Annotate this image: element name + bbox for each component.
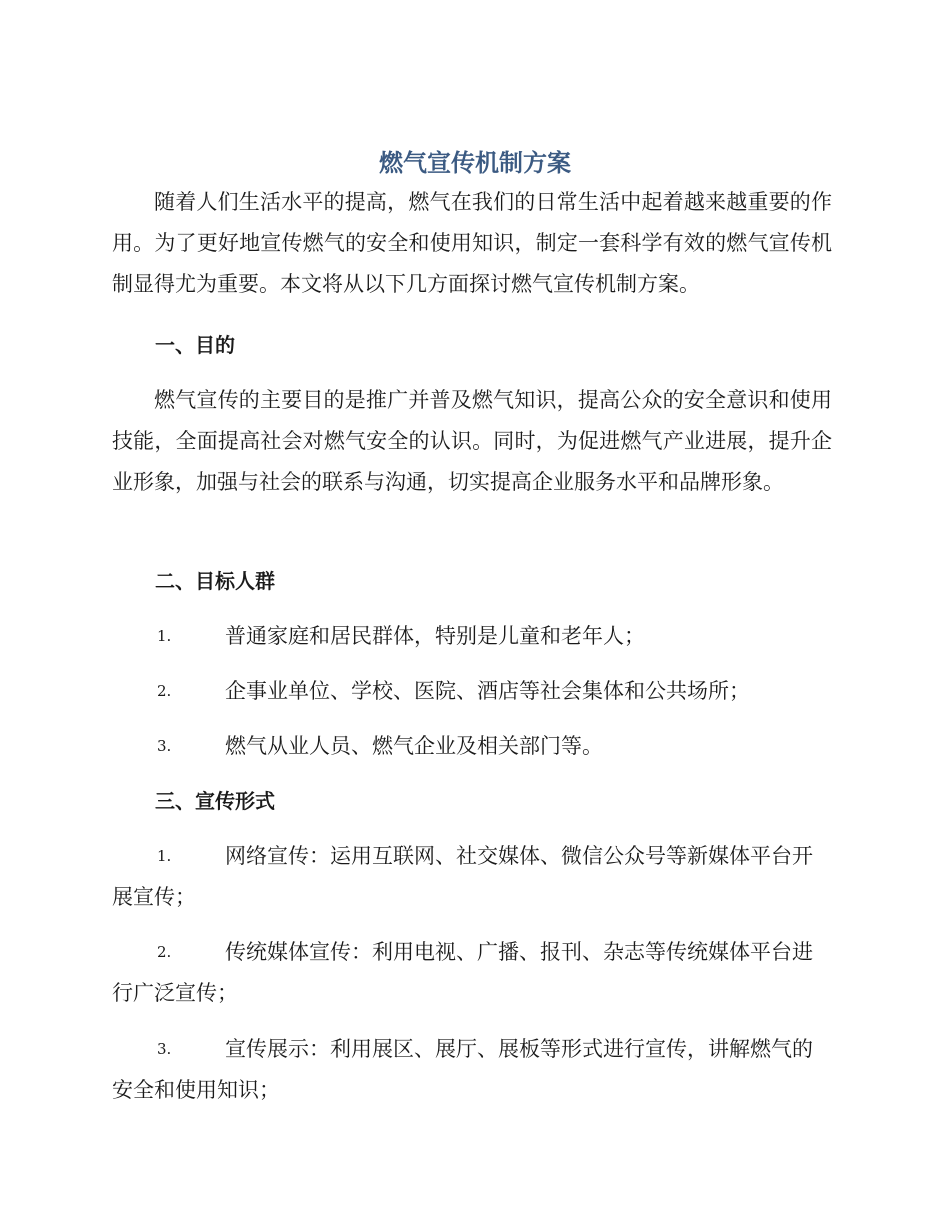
list-item-text: 普通家庭和居民群体，特别是儿童和老年人； <box>225 624 645 648</box>
list-item <box>112 616 832 657</box>
intro-paragraph: 随着人们生活水平的提高，燃气在我们的日常生活中起着越来越重要的作用。为了更好地宣传燃气的安全和使用知识，制定一套科学有效的燃气宣传机制显得尤为重要。本文将从以下几方面探讨燃气宣传机制方案。 <box>112 190 832 296</box>
list-item-number: 3. <box>157 1040 172 1058</box>
purpose-paragraph: 燃气宣传的主要目的是推广并普及燃气知识，提高公众的安全意识和使用技能，全面提高社会对燃气安全的认识。同时，为促进燃气产业进展，提升企业形象，加强与社会的联系与沟通，切实提高企业服务水平和品牌形象。 <box>112 388 832 494</box>
list-item <box>112 932 832 1014</box>
list-item <box>112 836 832 918</box>
list-item <box>112 726 832 767</box>
list-item-text: 企事业单位、学校、医院、酒店等社会集体和公共场所； <box>225 679 750 703</box>
list-item <box>112 1029 832 1111</box>
section-heading-publicity-forms: 三、宣传形式 <box>155 789 275 813</box>
list-item-text: 网络宣传：运用互联网、社交媒体、微信公众号等新媒体平台开展宣传； <box>112 844 813 909</box>
list-item-number: 2. <box>157 943 172 961</box>
section-heading-purpose: 一、目的 <box>155 333 235 357</box>
list-item-text: 燃气从业人员、燃气企业及相关部门等。 <box>225 734 603 758</box>
page-title: 燃气宣传机制方案 <box>379 149 571 177</box>
list-item-number: 3. <box>157 737 172 755</box>
list-item <box>112 671 832 712</box>
list-item-text: 宣传展示：利用展区、展厅、展板等形式进行宣传，讲解燃气的安全和使用知识； <box>112 1037 813 1102</box>
list-item-number: 2. <box>157 682 172 700</box>
list-item-number: 1. <box>157 627 172 645</box>
list-item-text: 传统媒体宣传：利用电视、广播、报刊、杂志等传统媒体平台进行广泛宣传； <box>112 940 813 1005</box>
list-item-number: 1. <box>157 847 172 865</box>
section-heading-target-audience: 二、目标人群 <box>155 569 275 593</box>
